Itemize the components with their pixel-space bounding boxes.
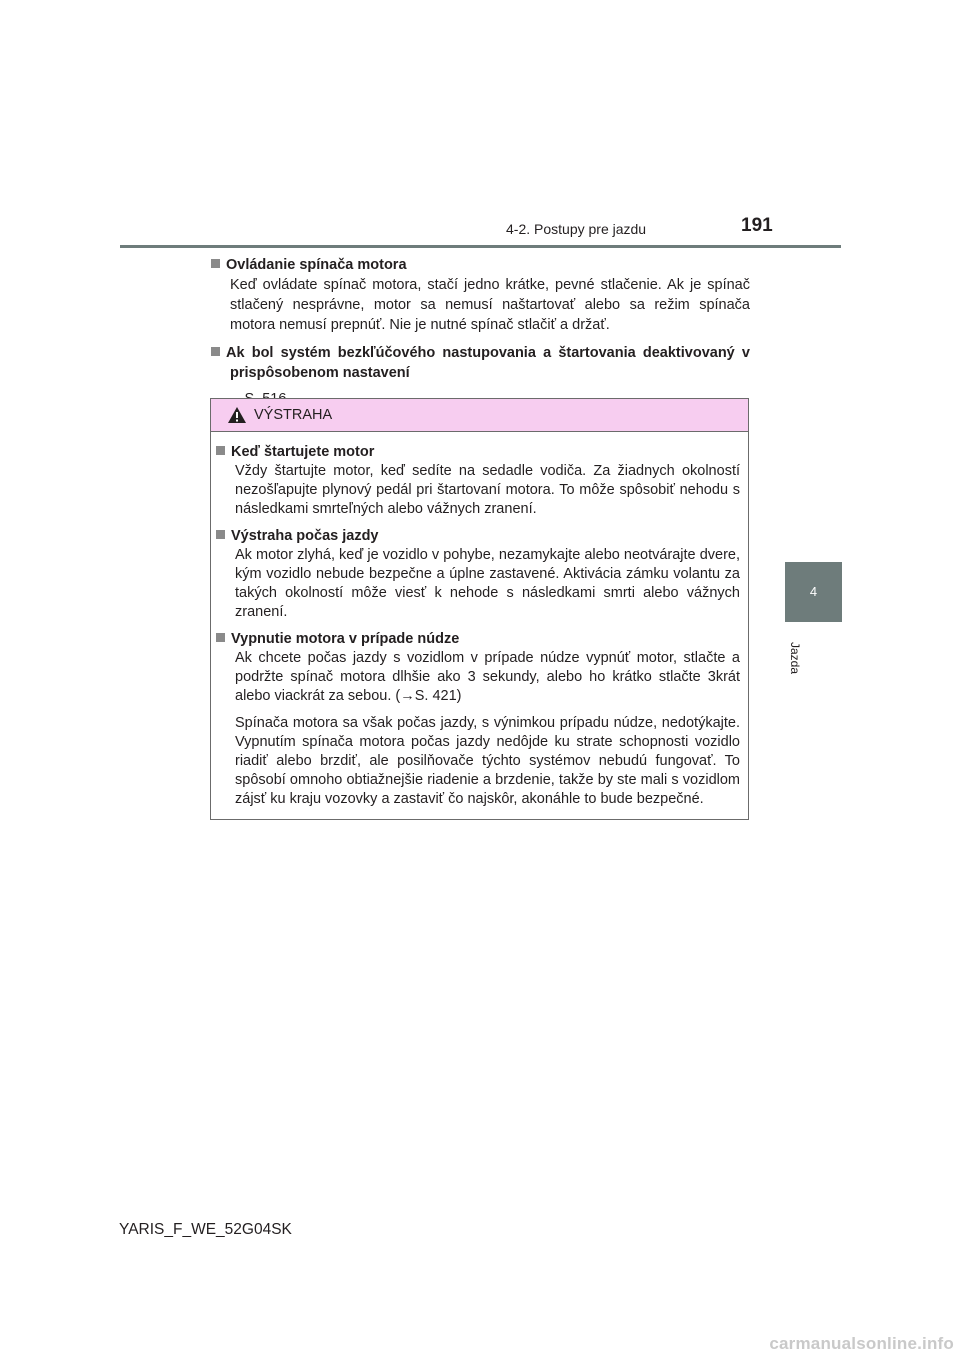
square-bullet-icon — [211, 347, 220, 356]
warning-paragraph: Ak motor zlyhá, keď je vozidlo v pohybe, nezamykajte alebo neotvárajte dvere, kým vozidlo nebude bezpečne a úplne zastavené. Aktivácia zámku volantu za takých okolností môže viesť k nehode s následkami smrti alebo vážnych zranení. — [235, 547, 740, 620]
warning-paragraph: Vždy štartujte motor, keď sedíte na sedadle vodiča. Za žiadnych okolností nezošľapujte plynový pedál pri štartovaní motora. To môže spôsobiť nehodu s následkami smrteľných alebo vážnych zranení. — [235, 463, 740, 517]
warning-text — [216, 546, 740, 622]
footer-code: YARIS_F_WE_52G04SK — [119, 1221, 292, 1238]
chapter-label: Jazda — [788, 642, 802, 675]
warning-box — [210, 398, 749, 820]
square-bullet-icon — [216, 633, 225, 642]
header-section-title: 4-2. Postupy pre jazdu — [506, 221, 647, 237]
page-number: 191 — [741, 215, 773, 236]
warning-heading-text: Vypnutie motora v prípade núdze — [231, 631, 460, 647]
warning-section-driving — [216, 527, 740, 622]
square-bullet-icon — [216, 530, 225, 539]
warning-paragraph: Ak chcete počas jazdy s vozidlom v prípade núdze vypnúť motor, stlačte a podržte spínač motora dlhšie ako 3 sekundy, alebo ho krátko stlačte 3krát alebo viackrát za sebou. (→S. 421) — [235, 650, 740, 704]
section-engine-switch — [211, 255, 750, 335]
section-text: Keď ovládate spínač motora, stačí jedno krátke, pevné stlačenie. Ak je spínač stlačený nesprávne, motor sa nemusí naštartovať alebo sa režim spínača motora nemusí prepnúť. Nie je nutné spínač stlačiť a držať. — [230, 277, 750, 333]
chapter-tab — [785, 562, 842, 622]
warning-paragraph: Spínača motora sa však počas jazdy, s výnimkou prípadu núdze, nedotýkajte. Vypnutím spínača motora počas jazdy nedôjde ku strate schopnosti vozidlo riadiť alebo brzdiť, ale posilňovače týchto systémov nebudú fungovať. To spôsobí omnoho obtiažnejšie riadenie a brzdenie, takže by ste mali s vozidlom zájsť ku kraju vozovky a zastaviť čo najskôr, akonáhle to bude bezpečné. — [235, 715, 740, 807]
warning-text — [216, 649, 740, 809]
warning-header — [211, 399, 748, 432]
warning-heading-text: Keď štartujete motor — [231, 444, 375, 460]
section-heading-text: Ak bol systém bezkľúčového nastupovania a štartovania deaktivovaný v prispôsobenom nastavení — [226, 345, 750, 381]
section-heading — [211, 255, 750, 275]
warning-triangle-icon — [227, 406, 247, 424]
warning-text — [216, 462, 740, 519]
main-content — [211, 255, 750, 417]
chapter-label-container — [780, 628, 850, 675]
warning-heading-text: Výstraha počas jazdy — [231, 528, 379, 544]
square-bullet-icon — [216, 446, 225, 455]
warning-section-emergency-stop — [216, 630, 740, 809]
watermark: carmanualsonline.info — [769, 1334, 954, 1353]
warning-heading — [216, 630, 740, 649]
warning-section-starting — [216, 443, 740, 519]
warning-heading — [216, 443, 740, 462]
warning-body — [216, 443, 740, 817]
section-heading-text: Ovládanie spínača motora — [226, 257, 407, 273]
chapter-number: 4 — [809, 584, 818, 599]
section-heading — [211, 343, 750, 383]
square-bullet-icon — [211, 259, 220, 268]
header-rule — [120, 245, 841, 248]
warning-title: VÝSTRAHA — [254, 407, 333, 423]
warning-heading — [216, 527, 740, 546]
